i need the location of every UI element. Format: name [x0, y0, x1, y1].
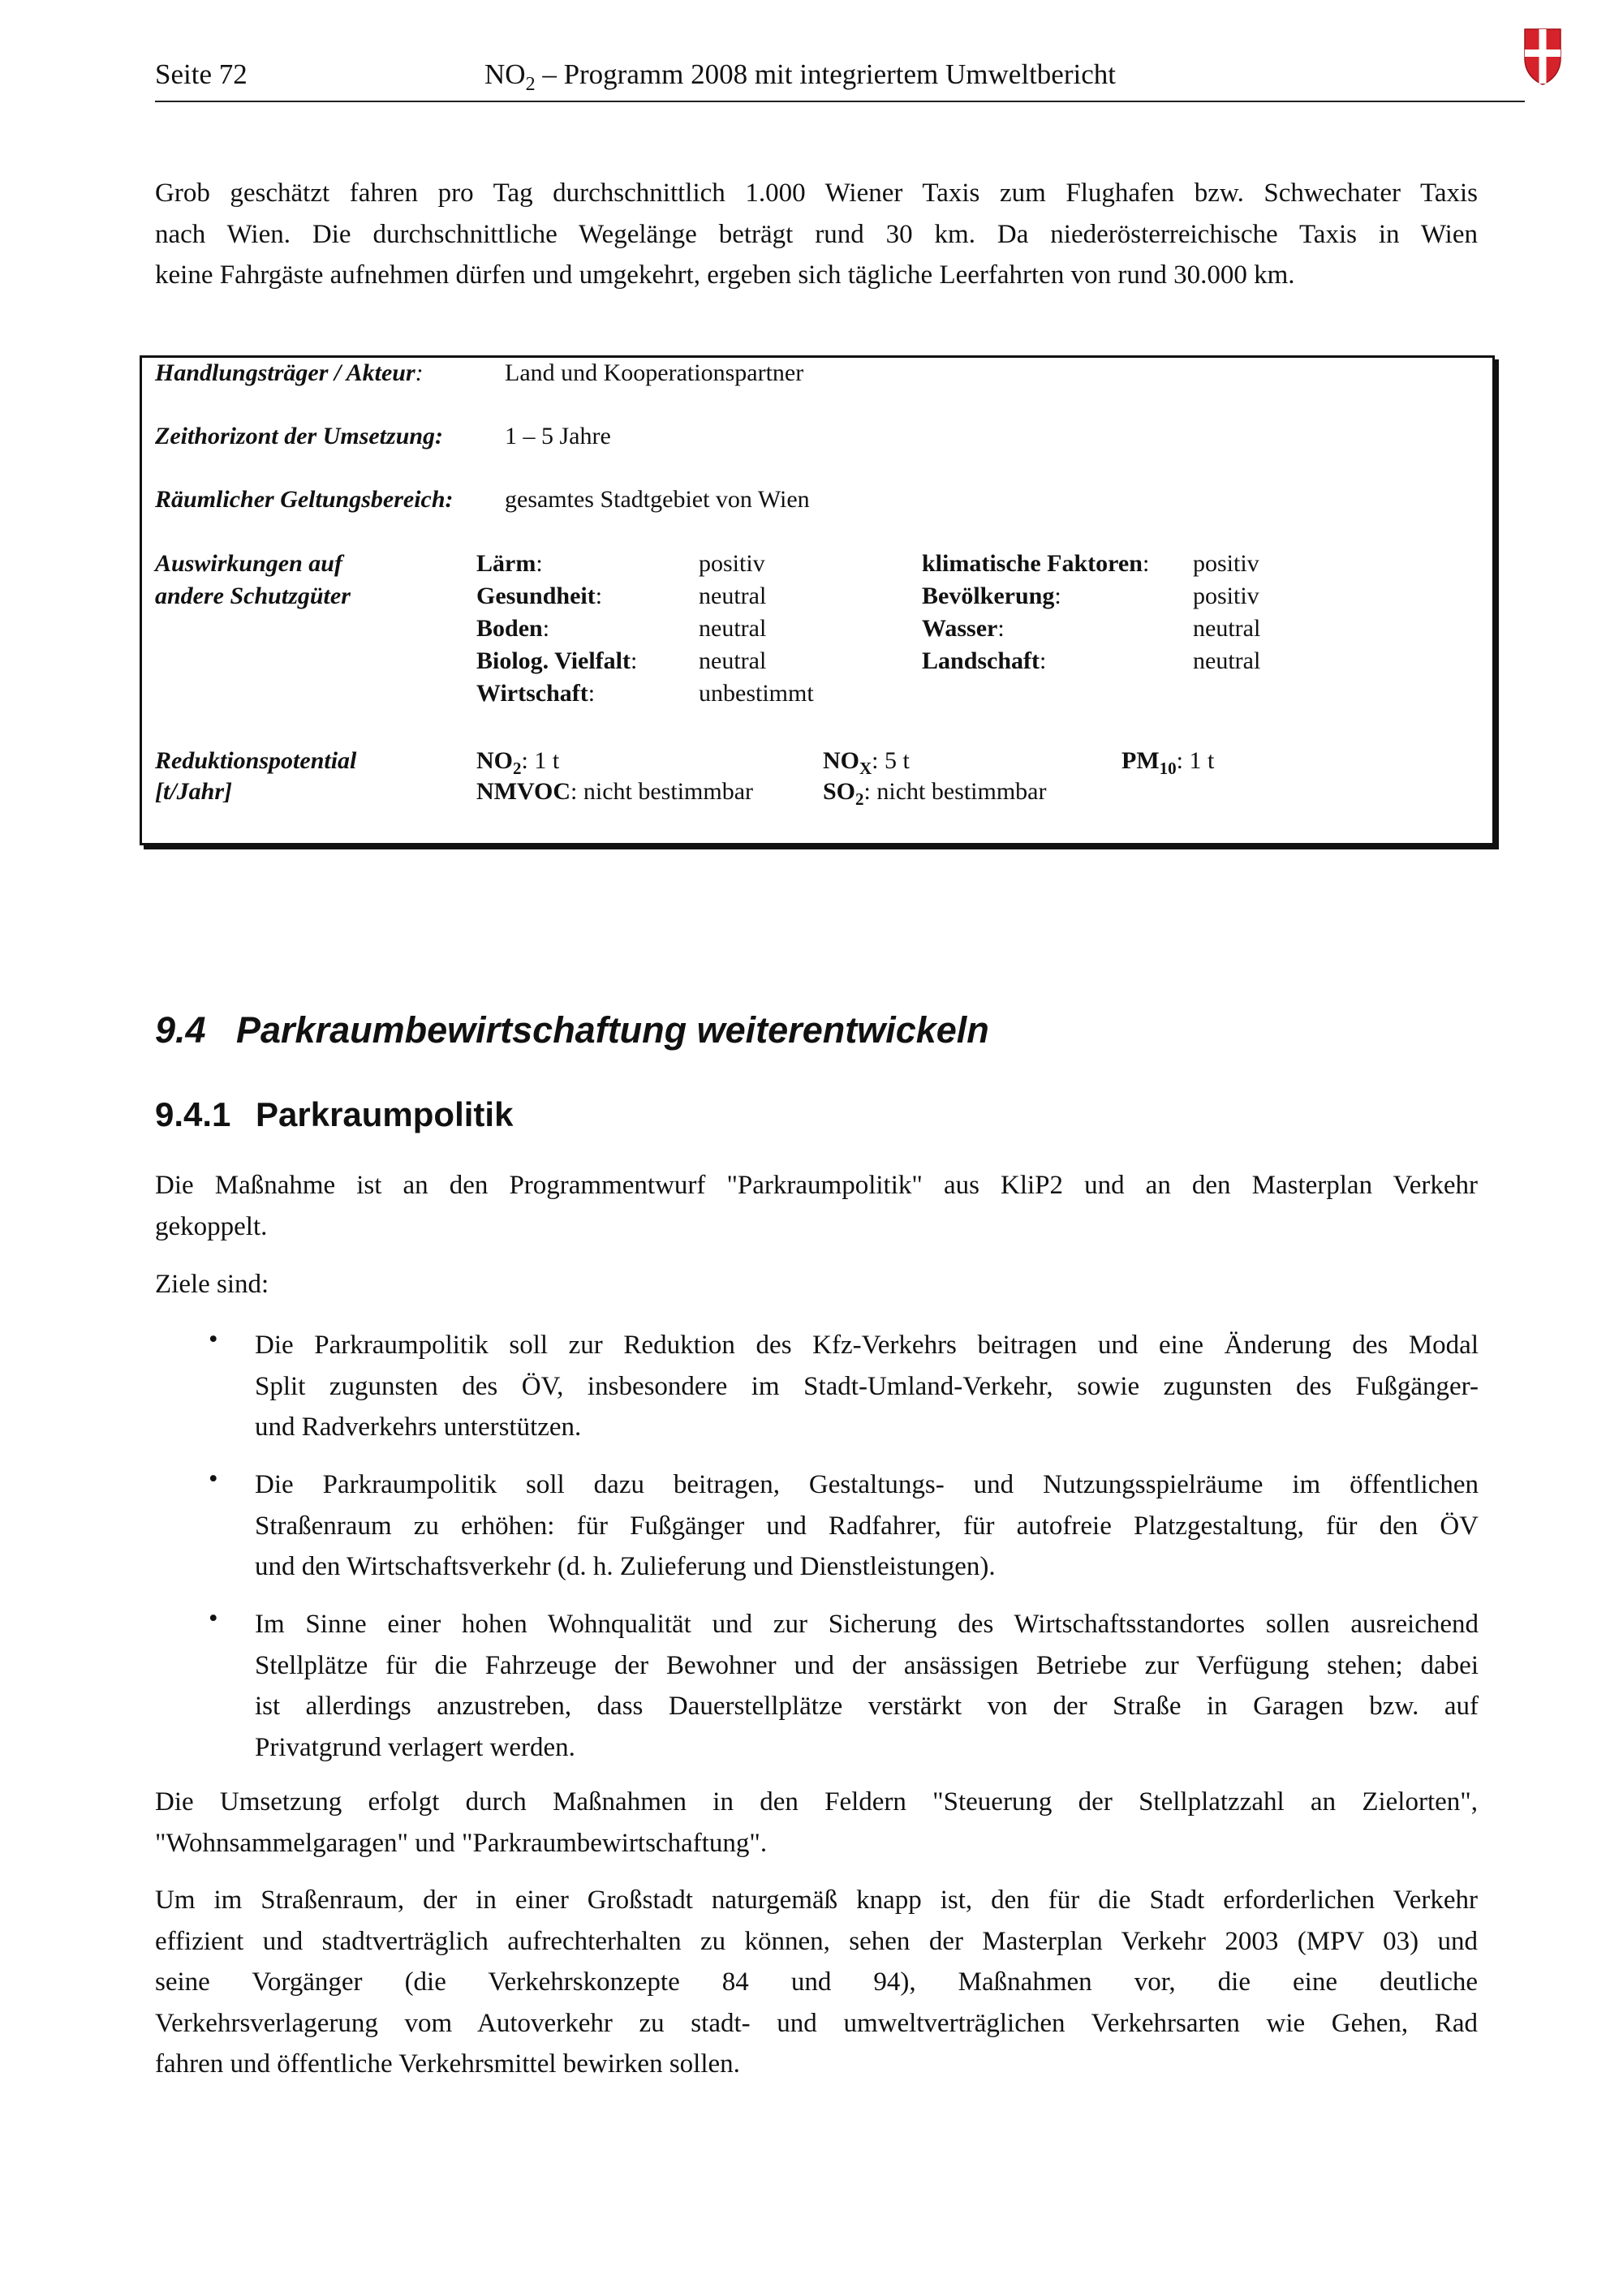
- page-number: Seite 72: [155, 58, 248, 90]
- reduction-pm10: $PM_{10}$: 1 t: [1121, 747, 1215, 778]
- paragraph-massnahme: Die Maßnahme ist an den Programmentwurf "Parkraumpolitik" aus KliP2 und an den Masterplan Verkehr gekoppelt.: [155, 1171, 1478, 1241]
- section-heading: 9.4 Parkraumbewirtschaftung weiterentwickeln: [155, 1009, 989, 1051]
- document-title: $NO_2$ – Programm 2008 mit integriertem Umweltbericht: [484, 58, 1116, 95]
- effect-wirtschaft-label: Wirtschaft:: [476, 680, 596, 707]
- effects-label-2: andere Schutzgüter: [155, 583, 351, 609]
- effect-boden-value: neutral: [699, 615, 767, 642]
- goals-label: Ziele sind:: [155, 1270, 269, 1299]
- reduction-so2: $SO_2$: nicht bestimmbar: [823, 778, 1047, 809]
- bullet-marker: •: [209, 1464, 218, 1494]
- vienna-coat-of-arms-icon: [1523, 28, 1562, 86]
- effect-landschaft-value: neutral: [1193, 647, 1261, 674]
- reduction-label: Reduktionspotential: [155, 747, 357, 774]
- bullet-marker: •: [209, 1325, 218, 1354]
- paragraph-umsetzung: Die Umsetzung erfolgt durch Maßnahmen in den Feldern "Steuerung der Stellplatzzahl an Zielorten", "Wohnsammelgaragen" und "Parkraumbewirtschaftung".: [155, 1787, 1478, 1858]
- effect-wasser-label: Wasser:: [922, 615, 1005, 642]
- actor-label: Handlungsträger / Akteur:: [155, 359, 424, 386]
- effect-boden-label: Boden:: [476, 615, 550, 642]
- intro-paragraph: Grob geschätzt fahren pro Tag durchschnittlich 1.000 Wiener Taxis zum Flughafen bzw. Schwechater Taxis nach Wien. Die durchschnittliche Wegelänge beträgt rund 30 km. Da niederösterreichische Taxis in Wien keine Fahrgäste aufnehmen dürfen und umgekehrt, ergeben sich tägliche Leerfahrten von rund 30.000 km.: [155, 178, 1478, 290]
- reduction-nox: $NO_X$: 5 t: [823, 747, 910, 778]
- reduction-nmvoc: NMVOC: nicht bestimmbar: [476, 778, 754, 805]
- effect-klima-label: klimatische Faktoren:: [922, 550, 1150, 577]
- effect-klima-value: positiv: [1193, 550, 1259, 577]
- time-horizon-value: 1 – 5 Jahre: [505, 423, 611, 449]
- effect-vielfalt-value: neutral: [699, 647, 767, 674]
- actor-value: Land und Kooperationspartner: [505, 359, 804, 386]
- bullet-marker: •: [209, 1604, 218, 1633]
- time-horizon-label: Zeithorizont der Umsetzung:: [155, 423, 444, 449]
- effect-gesundheit-value: neutral: [699, 583, 767, 609]
- effect-laerm-label: Lärm:: [476, 550, 543, 577]
- subsection-heading: 9.4.1 Parkraumpolitik: [155, 1095, 514, 1133]
- effect-bevoelkerung-label: Bevölkerung:: [922, 583, 1061, 609]
- effect-landschaft-label: Landschaft:: [922, 647, 1047, 674]
- reduction-unit-label: [t/Jahr]: [155, 778, 233, 805]
- scope-label: Räumlicher Geltungsbereich:: [155, 486, 454, 513]
- effect-laerm-value: positiv: [699, 550, 765, 577]
- effects-label: Auswirkungen auf: [155, 550, 342, 577]
- effect-wasser-value: neutral: [1193, 615, 1261, 642]
- effect-gesundheit-label: Gesundheit:: [476, 583, 603, 609]
- effect-vielfalt-label: Biolog. Vielfalt:: [476, 647, 638, 674]
- bullet-item: Die Parkraumpolitik soll zur Reduktion des Kfz-Verkehrs beitragen und eine Änderung des Modal Split zugunsten des ÖV, insbesondere im Stadt-Umland-Verkehr, sowie zugunsten des Fußgänger- und Radverkehrs unterstützen.: [255, 1331, 1479, 1442]
- bullet-item: Im Sinne einer hohen Wohnqualität und zur Sicherung des Wirtschaftsstandortes sollen ausreichend Stellplätze für die Fahrzeuge der Bewohner und der ansässigen Betriebe zur Verfügung stehen; dabei ist allerdings anzustreben, dass Dauerstellplätze verstärkt von der Straße in Garagen bzw. auf Privatgrund verlagert werden.: [255, 1610, 1479, 1762]
- paragraph-strassenraum: Um im Straßenraum, der in einer Großstadt naturgemäß knapp ist, den für die Stadt erforderlichen Verkehr effizient und stadtverträglich aufrechterhalten zu können, sehen der Masterplan Verkehr 2003 (MPV 03) und seine Vorgänger (die Verkehrskonzepte 84 und 94), Maßnahmen vor, die eine deutliche Verkehrsverlagerung vom Autoverkehr zu stadt- und umweltverträglichen Verkehrsarten wie Gehen, Rad fahren und öffentliche Verkehrsmittel bewirken sollen.: [155, 1885, 1478, 2079]
- effect-bevoelkerung-value: positiv: [1193, 583, 1259, 609]
- effect-wirtschaft-value: unbestimmt: [699, 680, 814, 707]
- bullet-item: Die Parkraumpolitik soll dazu beitragen, Gestaltungs- und Nutzungsspielräume im öffentlichen Straßenraum zu erhöhen: für Fußgänger und Radfahrer, für autofreie Platzgestaltung, für den ÖV und den Wirtschaftsverkehr (d. h. Zulieferung und Dienstleistungen).: [255, 1470, 1479, 1581]
- scope-value: gesamtes Stadtgebiet von Wien: [505, 486, 810, 513]
- page-header: [155, 54, 1525, 102]
- reduction-no2: $NO_2$: 1 t: [476, 747, 560, 778]
